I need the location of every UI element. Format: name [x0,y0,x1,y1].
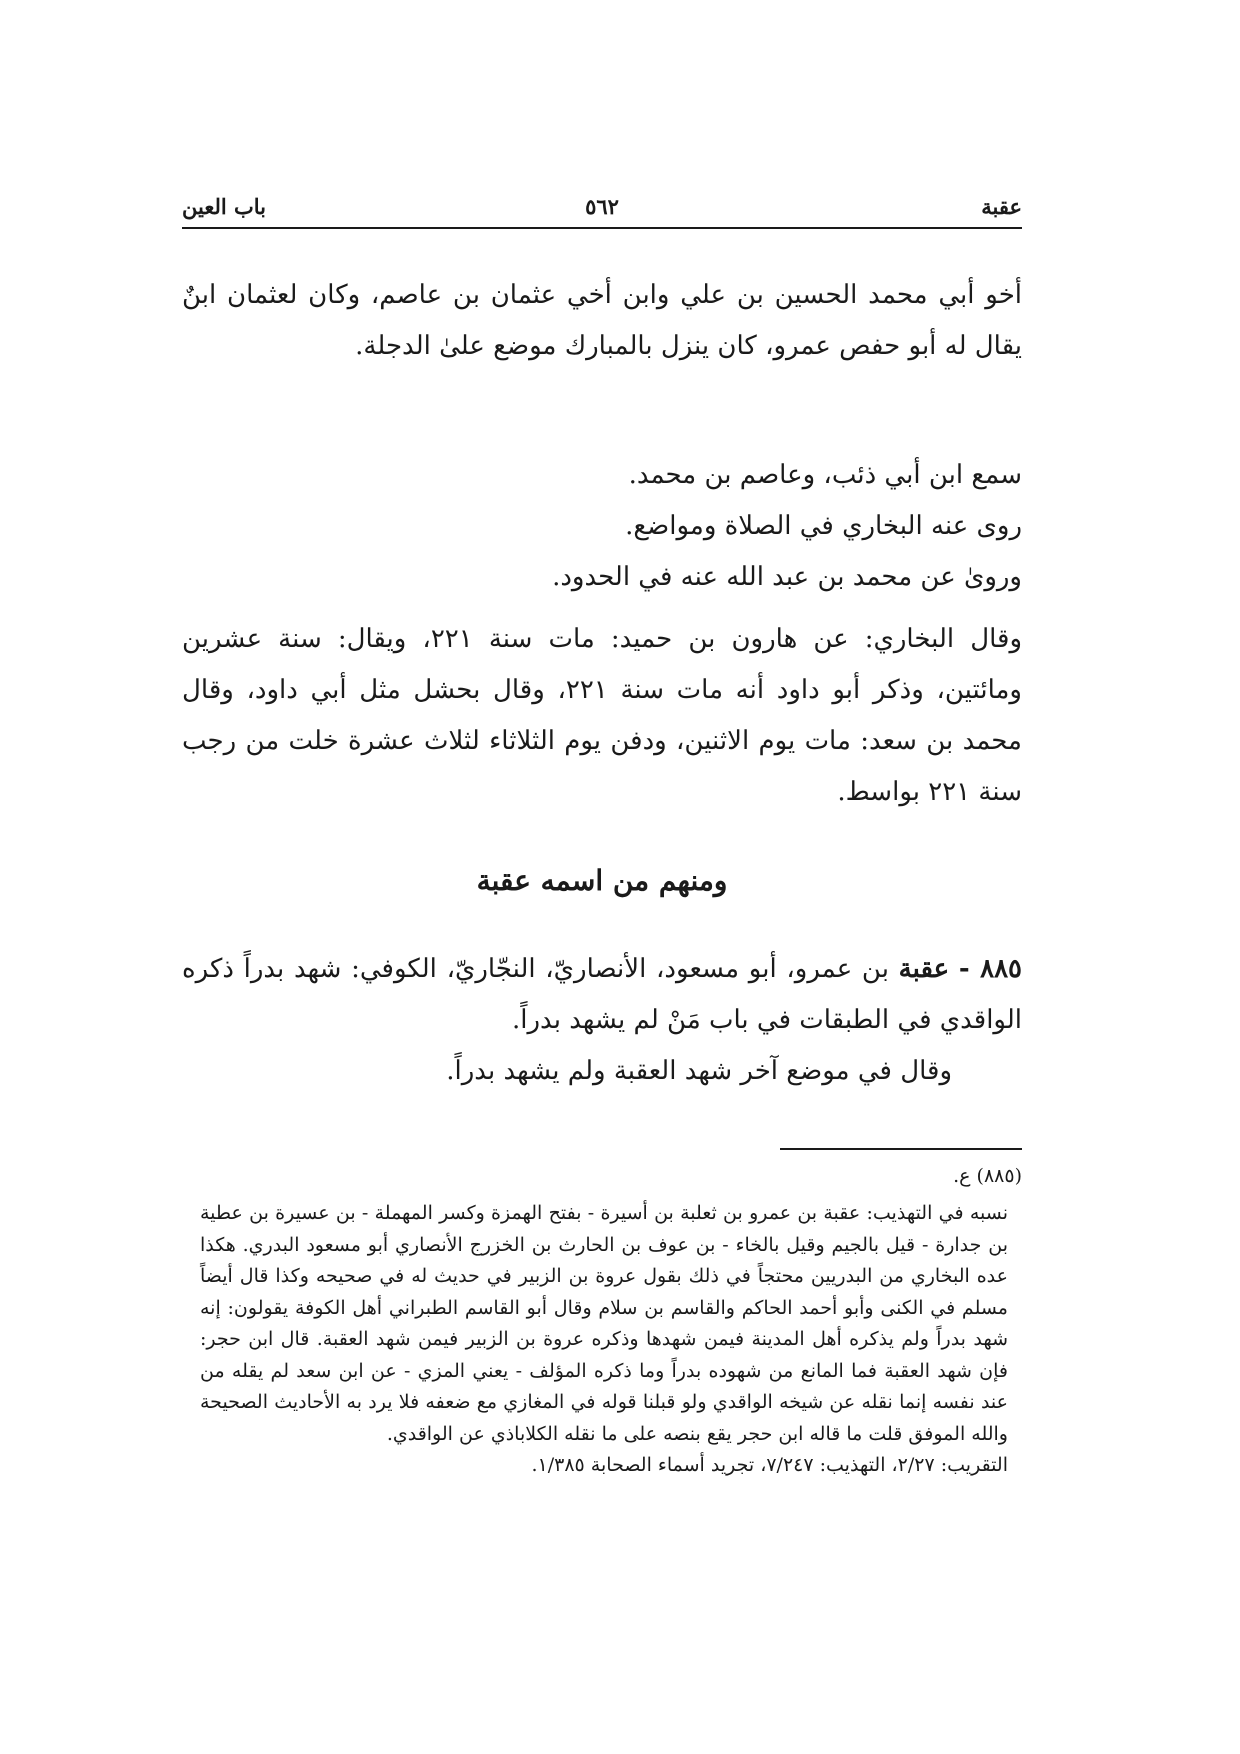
entry-name: عقبة [898,954,950,984]
footnote-body [200,1198,1008,1482]
footnote-reference: (٨٨٥) ع. [953,1165,1022,1187]
entry-text: بن عمرو، أبو مسعود، الأنصاريّ، النجّاريّ، الكوفي: شهد بدراً ذكره الواقدي في الطبقات في باب مَنْ لم يشهد بدراً. [182,954,1022,1035]
narration-lines [262,450,1022,603]
entry-885 [182,944,1022,1097]
entry-second-line: وقال في موضع آخر شهد العقبة ولم يشهد بدراً. [446,1056,952,1086]
narration-line: روى عنه البخاري في الصلاة ومواضع. [625,511,1022,541]
paragraph-death-date [182,614,1022,818]
entry-number: ٨٨٥ - [958,954,1023,984]
narration-line: ورویٰ عن محمد بن عبد الله عنه في الحدود. [552,562,1022,592]
header-divider [182,227,1022,229]
entry-first-paragraph [182,944,1022,1046]
paragraph-text: وقال البخاري: عن هارون بن حميد: مات سنة ٢٢١، ويقال: سنة عشرين ومائتين، وذكر أبو داود أنه مات سنة ٢٢١، وقال بحشل مثل أبي داود، وقال محمد بن سعد: مات يوم الاثنين، ودفن يوم الثلاثاء لثلاث عشرة خلت من رجب سنة ٢٢١ بواسط. [182,624,1023,807]
page-number: ٥٦٢ [585,194,619,219]
footnote-text: نسبه في التهذيب: عقبة بن عمرو بن ثعلبة بن أسيرة - بفتح الهمزة وكسر المهملة - بن عسيرة بن عطية بن جدارة - قيل بالجيم وقيل بالخاء - بن عوف بن الحارث بن الخزرج الأنصاري أبو مسعود البدري. هكذا عده البخاري من البدريين محتجاً في ذلك بقول عروة بن الزبير في حديث له في صحيحه وكذا قال أيضاً مسلم في الكنى وأبو أحمد الحاكم والقاسم بن سلام وقال أبو القاسم الطبراني أهل الكوفة يقولون: إنه شهد بدراً ولم يذكره أهل المدينة فيمن شهدها وذكره عروة بن الزبير فيمن شهد العقبة. قال ابن حجر: فإن شهد العقبة فما المانع من شهوده بدراً وما ذكره المؤلف - يعني المزي - عن ابن سعد لم يقله من عند نفسه إنما نقله عن شيخه الواقدي ولو قبلنا قوله في المغازي مع ضعفه فلا يرد به الأحاديث الصحيحة والله الموفق قلت ما قاله ابن حجر يقع بنصه على ما نقله الكلاباذي عن الواقدي. [200,1202,1008,1445]
footnote-divider [780,1148,1022,1150]
paragraph-biography-continued [182,270,1022,372]
running-header [182,192,1022,226]
footnote-sources: التقريب: ٢/٢٧، التهذيب: ٧/٢٤٧، تجريد أسماء الصحابة ١/٣٨٥. [531,1454,1008,1476]
header-entry-name: عقبة [981,194,1022,219]
paragraph-text: أخو أبي محمد الحسين بن علي وابن أخي عثمان بن عاصم، وكان لعثمان ابنٌ يقال له أبو حفص عمرو، كان ينزل بالمبارك موضع علىٰ الدجلة. [182,280,1022,361]
narration-line: سمع ابن أبي ذئب، وعاصم بن محمد. [628,460,1022,490]
section-heading: ومنهم من اسمه عقبة [476,864,728,897]
header-chapter-title: باب العين [182,194,267,219]
